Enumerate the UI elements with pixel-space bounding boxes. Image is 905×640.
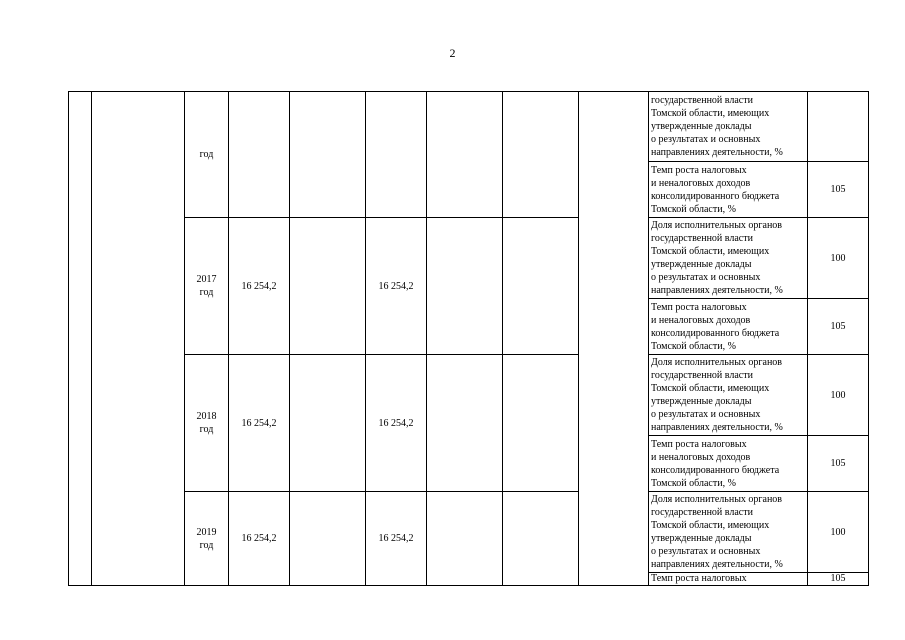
indicator-share-cell: Доля исполнительных органов государственной власти Томской области, имеющих утвержденные доклады о результатах и основных направлениях деятельности, % bbox=[649, 218, 808, 299]
indicator-growth-cell: Темп роста налоговых bbox=[649, 573, 808, 586]
number-cell bbox=[69, 92, 92, 586]
amount-federal-cell bbox=[290, 218, 366, 355]
amount-other-cell bbox=[503, 92, 579, 218]
indicator-share-cell: государственной власти Томской области, имеющих утвержденные доклады о результатах и основных направлениях деятельности, % bbox=[649, 92, 808, 162]
indicator-share-cell: Доля исполнительных органов государственной власти Томской области, имеющих утвержденные доклады о результатах и основных направлениях деятельности, % bbox=[649, 492, 808, 573]
indicator-share-value: 100 bbox=[808, 218, 869, 299]
indicator-growth-cell: Темп роста налоговых и неналоговых доходов консолидированного бюджета Томской области, % bbox=[649, 436, 808, 492]
amount-local-cell bbox=[427, 355, 503, 492]
amount-local-cell bbox=[427, 218, 503, 355]
amount-total-cell: 16 254,2 bbox=[229, 492, 290, 586]
indicator-growth-value: 105 bbox=[808, 162, 869, 218]
amount-other-cell bbox=[503, 218, 579, 355]
amount-regional-cell: 16 254,2 bbox=[366, 355, 427, 492]
indicator-growth-cell: Темп роста налоговых и неналоговых доходов консолидированного бюджета Томской области, % bbox=[649, 299, 808, 355]
executor-cell bbox=[579, 92, 649, 586]
amount-regional-cell: 16 254,2 bbox=[366, 218, 427, 355]
indicator-growth-value: 105 bbox=[808, 436, 869, 492]
amount-federal-cell bbox=[290, 92, 366, 218]
page-number: 2 bbox=[449, 46, 456, 60]
year-cell: 2017 год bbox=[185, 218, 229, 355]
budget-indicators-table bbox=[68, 91, 869, 586]
amount-other-cell bbox=[503, 492, 579, 586]
indicator-share-value: 100 bbox=[808, 492, 869, 573]
table-row bbox=[69, 92, 869, 162]
year-cell: 2018 год bbox=[185, 355, 229, 492]
indicator-growth-cell: Темп роста налоговых и неналоговых доходов консолидированного бюджета Томской области, % bbox=[649, 162, 808, 218]
amount-total-cell bbox=[229, 92, 290, 218]
name-cell bbox=[92, 92, 185, 586]
indicator-share-value bbox=[808, 92, 869, 162]
amount-total-cell: 16 254,2 bbox=[229, 355, 290, 492]
amount-regional-cell: 16 254,2 bbox=[366, 492, 427, 586]
amount-local-cell bbox=[427, 92, 503, 218]
table-row bbox=[69, 218, 869, 299]
year-cell: 2019 год bbox=[185, 492, 229, 586]
amount-local-cell bbox=[427, 492, 503, 586]
amount-total-cell: 16 254,2 bbox=[229, 218, 290, 355]
amount-federal-cell bbox=[290, 355, 366, 492]
year-cell: год bbox=[185, 92, 229, 218]
amount-other-cell bbox=[503, 355, 579, 492]
table-row bbox=[69, 355, 869, 436]
indicator-share-value: 100 bbox=[808, 355, 869, 436]
table-row bbox=[69, 492, 869, 573]
indicator-growth-value: 105 bbox=[808, 573, 869, 586]
amount-regional-cell bbox=[366, 92, 427, 218]
indicator-growth-value: 105 bbox=[808, 299, 869, 355]
amount-federal-cell bbox=[290, 492, 366, 586]
indicator-share-cell: Доля исполнительных органов государственной власти Томской области, имеющих утвержденные доклады о результатах и основных направлениях деятельности, % bbox=[649, 355, 808, 436]
